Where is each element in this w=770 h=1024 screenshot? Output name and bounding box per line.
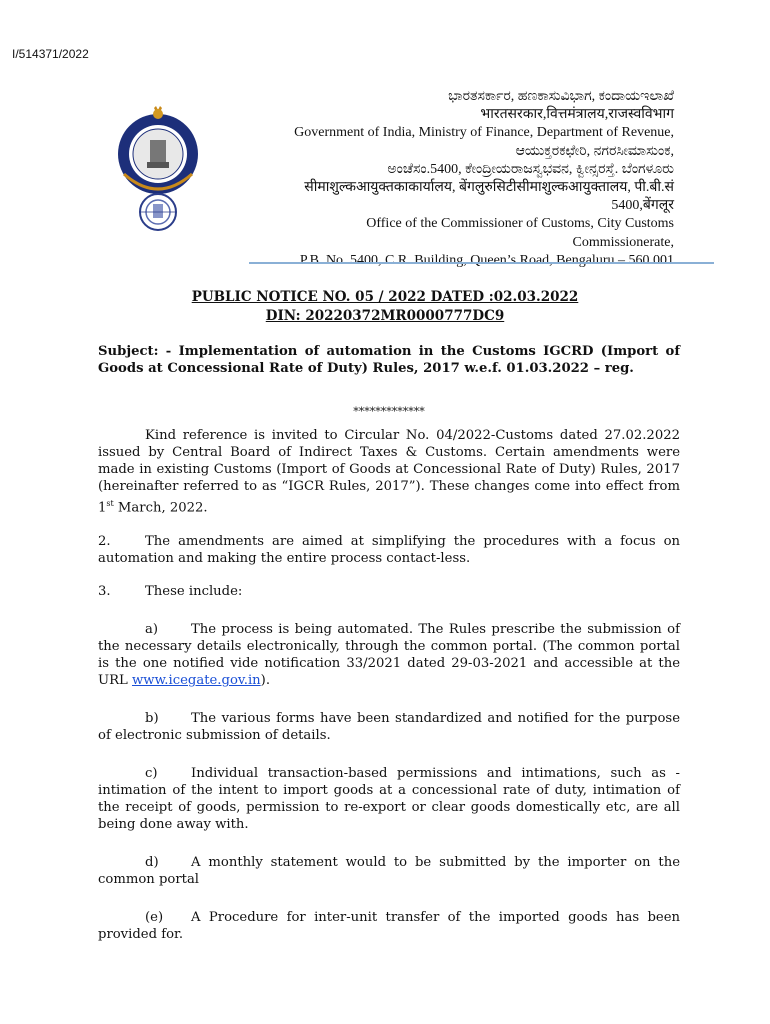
list-item-text: The various forms have been standardized and notified for the purpose of electronic submission of details. (98, 711, 680, 744)
paragraph-2-text: The amendments are aimed at simplifying the procedures with a focus on automation and making the entire process contact-less. (98, 534, 680, 567)
paragraph-number: 3. (98, 584, 111, 600)
paragraph-1-end: March, 2022. (113, 500, 208, 516)
notice-title: PUBLIC NOTICE NO. 05 / 2022 DATED :02.03.2022 (191, 289, 579, 305)
paragraph-1-text: Kind reference is invited to Circular No. 04/2022-Customs dated 27.02.2022 issued by Central Board of Indirect Taxes & Customs. Certain amendments were made in existing Customs (Import of Goods at Concessional Rate of Duty) Rules, 2017 (hereinafter referred to as “IGCR Rules, 2017”). These changes come into effect from 1 (98, 428, 680, 516)
header-hindi-line: 5400,बेंगलूर (611, 198, 674, 214)
list-item-label: a) (145, 622, 159, 638)
list-item-label: c) (145, 766, 158, 782)
header-kannada-line: ಭಾರತಸರ್ಕಾರ, ಹಣಕಾಸುವಿಭಾಗ, ಕಂದಾಯಇಲಾಖೆ (448, 89, 674, 104)
header-english-line: Office of the Commissioner of Customs, City Customs (366, 216, 674, 232)
list-item-e (98, 909, 680, 943)
list-item-text: The process is being automated. The Rules prescribe the submission of the necessary details electronically, through the common portal. (The common portal is the one notified vide notification 33/2021 dated 29-03-2021 and accessible at the URL (98, 622, 680, 689)
notice-body (98, 343, 680, 943)
header-english-line: Government of India, Ministry of Finance, Department of Revenue, (294, 125, 674, 141)
list-item-text-end: ). (260, 673, 271, 689)
superscript: st (106, 499, 114, 508)
header-address-line: P.B. No. 5400, C.R. Building, Queen’s Road, Bengaluru – 560 001 (299, 252, 674, 268)
secondary-logo (135, 192, 181, 232)
document-reference-number: I/514371/2022 (12, 47, 89, 61)
header-hindi-line: भारतसरकार,वित्तमंत्रालय,राजस्वविभाग (480, 107, 674, 123)
header-hindi-line: सीमाशुल्कआयुक्तकाकार्यालय, बेंगलुरुसिटीसीमाशुल्कआयुक्तालय, पी.बी.सं (304, 180, 674, 196)
header-kannada-line: ಆಯುಕ್ತರಕಛೇರಿ, ನಗರಸೀಮಾಸುಂಕ, (515, 143, 674, 159)
header-divider (249, 262, 714, 264)
header-english-line: Commissionerate, (572, 234, 674, 250)
list-item-text: A Procedure for inter-unit transfer of the imported goods has been provided for. (98, 910, 680, 943)
list-item-label: (e) (145, 910, 164, 926)
notice-title-block (0, 288, 770, 326)
list-item-c (98, 765, 680, 833)
list-item-b (98, 710, 680, 744)
paragraph-3-text: These include: (145, 584, 243, 600)
list-item-text: A monthly statement would to be submitted by the importer on the common portal (98, 855, 680, 888)
paragraph-1 (98, 427, 680, 516)
list-item-text: Individual transaction-based permissions and intimations, such as - intimation of the intent to import goods at a concessional rate of duty, intimation of the receipt of goods, permission to re-export or clear goods domestically etc, are all being done away with. (98, 766, 680, 833)
list-item-a (98, 621, 680, 689)
paragraph-2 (98, 533, 680, 567)
list-item-label: b) (145, 711, 159, 727)
icegate-link[interactable]: www.icegate.gov.in (132, 673, 261, 689)
customs-emblem-logo (114, 104, 202, 196)
office-letterhead (294, 88, 674, 270)
list-item-label: d) (145, 855, 159, 871)
din-number: DIN: 20220372MR0000777DC9 (265, 308, 505, 324)
list-item-d (98, 854, 680, 888)
separator-stars: ************* (353, 405, 425, 418)
paragraph-3 (98, 583, 680, 600)
header-kannada-line: ಅಂಚೆಸಂ.5400, ಕೇಂದ್ರೀಯರಾಜಸ್ವಭವನ, ಕ್ವೀನ್ಸರಸ್ತೆ. ಬೆಂಗಳೂರು (387, 161, 674, 177)
paragraph-number: 2. (98, 534, 111, 550)
subject-line: Subject: - Implementation of automation in the Customs IGCRD (Import of Goods at Concessional Rate of Duty) Rules, 2017 w.e.f. 01.03.2022 – reg. (98, 344, 680, 376)
